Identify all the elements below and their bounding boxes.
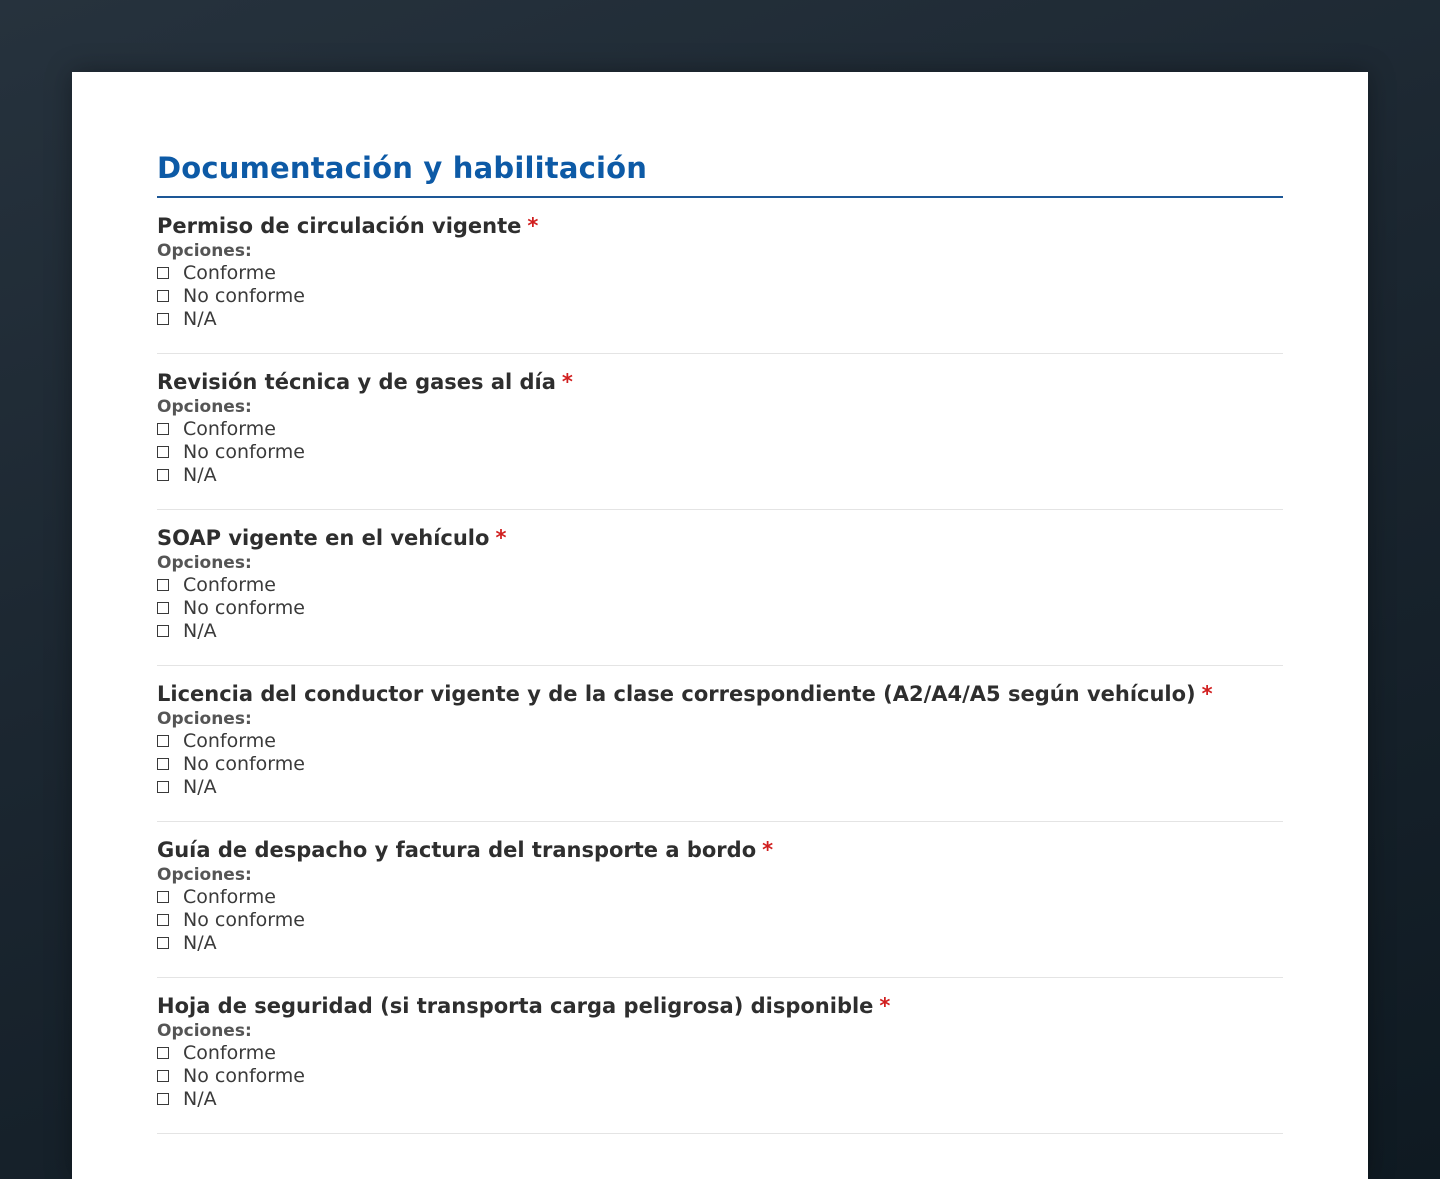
checklist-page <box>72 72 1368 1179</box>
options-heading: Opciones: <box>157 709 252 729</box>
checkbox-icon[interactable] <box>157 579 169 591</box>
option-no-conforme[interactable] <box>157 753 1283 776</box>
option-no-conforme[interactable] <box>157 909 1283 932</box>
section-title: Documentación y habilitación <box>157 151 648 185</box>
checkbox-icon[interactable] <box>157 1047 169 1059</box>
required-marker: * <box>527 214 539 238</box>
checkbox-icon[interactable] <box>157 625 169 637</box>
option-label: N/A <box>183 1088 217 1110</box>
option-no-conforme[interactable] <box>157 1065 1283 1088</box>
checkbox-icon[interactable] <box>157 914 169 926</box>
question-item <box>157 198 1283 354</box>
option-conforme[interactable] <box>157 574 1283 597</box>
required-marker: * <box>762 838 774 862</box>
question-item <box>157 510 1283 666</box>
option-label: Conforme <box>183 1042 276 1064</box>
question-item <box>157 978 1283 1134</box>
option-label: No conforme <box>183 441 305 463</box>
question-label <box>157 680 1283 708</box>
option-label: Conforme <box>183 418 276 440</box>
option-label: No conforme <box>183 1065 305 1087</box>
checkbox-icon[interactable] <box>157 781 169 793</box>
option-label: No conforme <box>183 597 305 619</box>
required-marker: * <box>561 370 573 394</box>
option-label: N/A <box>183 308 217 330</box>
question-item <box>157 354 1283 510</box>
option-no-conforme[interactable] <box>157 597 1283 620</box>
checkbox-icon[interactable] <box>157 758 169 770</box>
question-item <box>157 822 1283 978</box>
option-conforme[interactable] <box>157 262 1283 285</box>
question-label <box>157 992 1283 1020</box>
option-na[interactable] <box>157 932 1283 955</box>
options-heading: Opciones: <box>157 397 252 417</box>
checkbox-icon[interactable] <box>157 735 169 747</box>
option-label: No conforme <box>183 909 305 931</box>
option-label: N/A <box>183 932 217 954</box>
option-label: Conforme <box>183 262 276 284</box>
question-text: Licencia del conductor vigente y de la clase correspondiente (A2/A4/A5 según vehículo) <box>157 682 1196 706</box>
required-marker: * <box>495 526 507 550</box>
option-no-conforme[interactable] <box>157 441 1283 464</box>
checkbox-icon[interactable] <box>157 446 169 458</box>
checkbox-icon[interactable] <box>157 423 169 435</box>
option-conforme[interactable] <box>157 886 1283 909</box>
question-text: Permiso de circulación vigente <box>157 214 522 238</box>
question-label <box>157 212 1283 240</box>
options-heading: Opciones: <box>157 1021 252 1041</box>
question-text: Revisión técnica y de gases al día <box>157 370 556 394</box>
checkbox-icon[interactable] <box>157 290 169 302</box>
option-label: N/A <box>183 776 217 798</box>
options-heading: Opciones: <box>157 241 252 261</box>
required-marker: * <box>879 994 891 1018</box>
option-conforme[interactable] <box>157 1042 1283 1065</box>
checkbox-icon[interactable] <box>157 891 169 903</box>
option-label: Conforme <box>183 574 276 596</box>
option-label: No conforme <box>183 753 305 775</box>
checkbox-icon[interactable] <box>157 313 169 325</box>
option-no-conforme[interactable] <box>157 285 1283 308</box>
question-label <box>157 836 1283 864</box>
checkbox-icon[interactable] <box>157 1093 169 1105</box>
question-list <box>157 198 1283 1134</box>
option-na[interactable] <box>157 1088 1283 1111</box>
question-label <box>157 368 1283 396</box>
question-item <box>157 666 1283 822</box>
option-label: N/A <box>183 620 217 642</box>
checkbox-icon[interactable] <box>157 267 169 279</box>
option-label: N/A <box>183 464 217 486</box>
option-label: No conforme <box>183 285 305 307</box>
option-label: Conforme <box>183 730 276 752</box>
required-marker: * <box>1201 682 1213 706</box>
checkbox-icon[interactable] <box>157 1070 169 1082</box>
option-na[interactable] <box>157 776 1283 799</box>
question-text: SOAP vigente en el vehículo <box>157 526 490 550</box>
question-text: Guía de despacho y factura del transporte a bordo <box>157 838 757 862</box>
option-conforme[interactable] <box>157 730 1283 753</box>
question-label <box>157 524 1283 552</box>
options-heading: Opciones: <box>157 553 252 573</box>
option-na[interactable] <box>157 308 1283 331</box>
option-label: Conforme <box>183 886 276 908</box>
question-text: Hoja de seguridad (si transporta carga peligrosa) disponible <box>157 994 874 1018</box>
option-conforme[interactable] <box>157 418 1283 441</box>
option-na[interactable] <box>157 464 1283 487</box>
checkbox-icon[interactable] <box>157 602 169 614</box>
option-na[interactable] <box>157 620 1283 643</box>
options-heading: Opciones: <box>157 865 252 885</box>
checkbox-icon[interactable] <box>157 937 169 949</box>
checkbox-icon[interactable] <box>157 469 169 481</box>
